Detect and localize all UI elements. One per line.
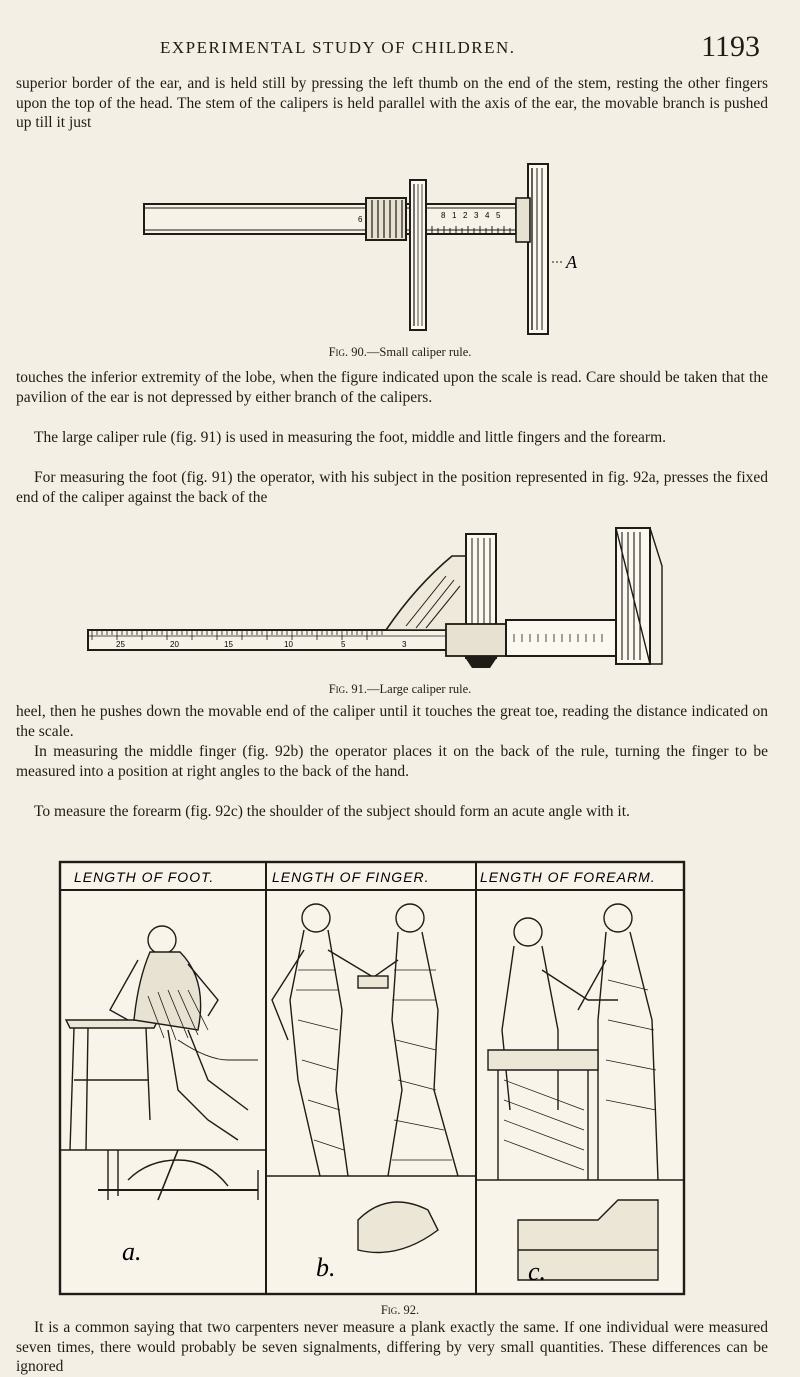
fig90-caption-number: Fig. 90. <box>328 345 367 359</box>
fig90-scale-digit: 8 <box>441 211 446 220</box>
panel-c-label: c. <box>528 1257 547 1286</box>
running-head <box>160 30 760 66</box>
panel-a-label: a. <box>122 1237 142 1266</box>
paragraph-large-caliper: The large caliper rule (fig. 91) is used in measuring the foot, middle and little fingers and the forearm. <box>34 429 666 446</box>
running-title: EXPERIMENTAL STUDY OF CHILDREN. <box>160 38 516 57</box>
paragraph-middle-finger: In measuring the middle finger (fig. 92b) the operator places it on the back of the rule, turning the finger to be measured into a position at right angles to the back of the hand. <box>16 743 768 780</box>
fig90-marker-a: A <box>566 252 577 272</box>
fig90-scale-digit: 5 <box>496 211 501 220</box>
paragraph-carpenters: It is a common saying that two carpenters never measure a plank exactly the same. If one individual were measured seven times, there would probably be seven signalments, differing by very small quantities. These differences can be ignored <box>16 1319 768 1376</box>
fig91-scale-digit: 5 <box>341 640 346 649</box>
fig92-caption-number: Fig. 92. <box>380 1303 420 1317</box>
fig91-caption-number: Fig. 91. <box>328 682 368 696</box>
fig91-caption-text: —Large caliper rule. <box>367 682 472 696</box>
paragraph-forearm: To measure the forearm (fig. 92c) the shoulder of the subject should form an acute angle with it. <box>34 803 630 820</box>
small-caliper-illustration <box>140 160 580 340</box>
fig91-caption <box>0 682 800 697</box>
heading-length-of-finger: LENGTH OF FINGER. <box>272 869 430 885</box>
panel-b-label: b. <box>316 1253 336 1282</box>
paragraph-foot-measure: For measuring the foot (fig. 91) the operator, with his subject in the position represented in fig. 92a, presses the fixed end of the caliper against the back of the <box>16 469 768 506</box>
large-caliper-illustration <box>86 526 684 668</box>
fig90-caption-text: —Small caliper rule. <box>366 345 472 359</box>
heading-length-of-foot: LENGTH OF FOOT. <box>74 869 215 885</box>
paragraph-heel: heel, then he pushes down the movable end of the caliper until it touches the great toe, reading the distance indicated on the scale. <box>16 703 768 740</box>
paragraph-lobe: touches the inferior extremity of the lobe, when the figure indicated upon the scale is read. Care should be taken that the pavilion of the ear is not depressed by either branch of the calipers. <box>16 369 768 406</box>
fig91-scale-digit: 25 <box>116 640 125 649</box>
fig92-caption <box>0 1303 800 1318</box>
fig90-scale-digit: 4 <box>485 211 490 220</box>
page-number: 1193 <box>701 30 760 63</box>
fig90-caption <box>0 345 800 360</box>
heading-length-of-forearm: LENGTH OF FOREARM. <box>480 869 656 885</box>
fig90-scale-digit: 1 <box>452 211 457 220</box>
fig90-scale-digit: 6 <box>358 215 363 224</box>
fig91-scale-digit: 20 <box>170 640 179 649</box>
fig91-scale-digit: 3 <box>402 640 407 649</box>
fig90-scale-digit: 3 <box>474 211 479 220</box>
fig91-scale-digit: 10 <box>284 640 293 649</box>
fig92-panels <box>58 860 688 1300</box>
paragraph-ear-measurement: superior border of the ear, and is held still by pressing the left thumb on the end of the stem, resting the other fingers upon the top of the head. The stem of the calipers is held parallel with the axis of the ear, the movable branch is pushed up till it just <box>16 75 768 132</box>
fig91-scale-digit: 15 <box>224 640 233 649</box>
fig90-scale-digit: 2 <box>463 211 468 220</box>
